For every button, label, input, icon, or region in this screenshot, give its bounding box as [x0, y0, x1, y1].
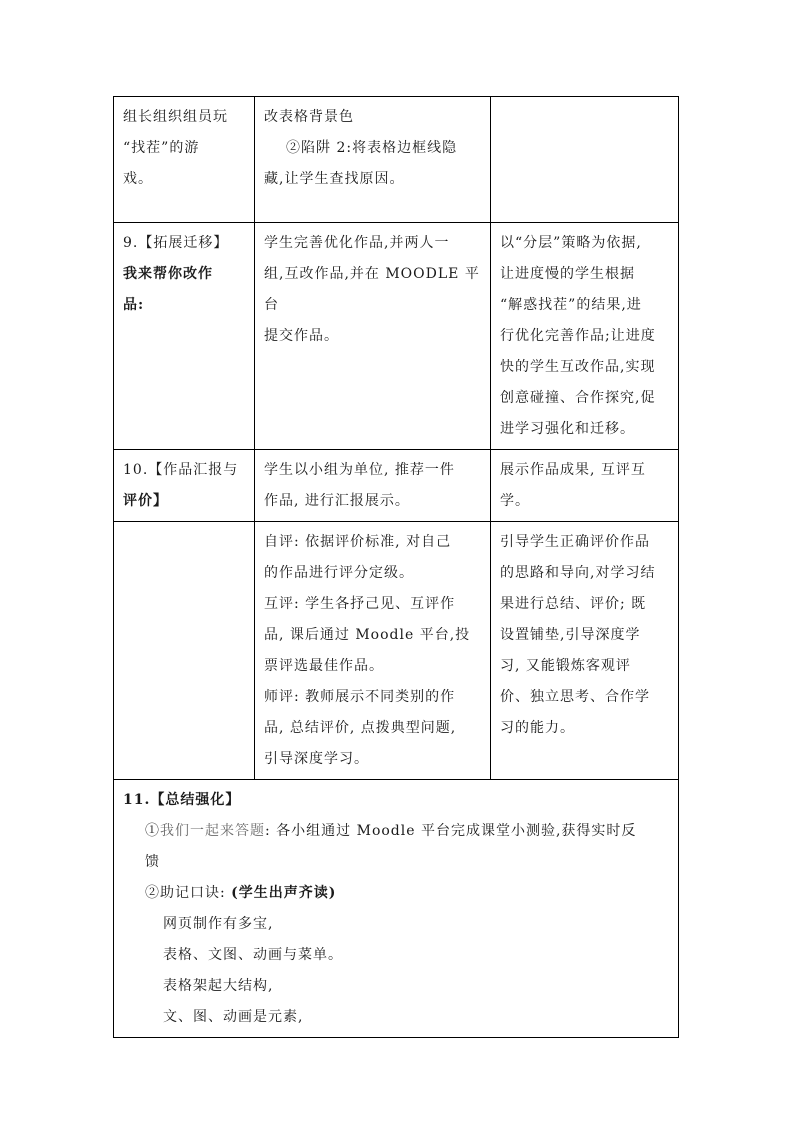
item-text: : 各小组通过 Moodle 平台完成课堂小测验,获得实时反 — [265, 823, 637, 839]
cell-line: 进学习强化和迁移。 — [500, 421, 635, 437]
cell-line: 品, 课后通过 Moodle 平台,投 — [264, 627, 471, 643]
cell-line: 的作品进行评分定级。 — [264, 565, 414, 581]
cell-line: “解惑找茬”的结果,进 — [500, 297, 642, 313]
cell-line: 票评选最佳作品。 — [264, 658, 384, 674]
cell-line: 的思路和导向,对学习结 — [500, 565, 656, 581]
cell-line: 价、独立思考、合作学 — [500, 689, 650, 705]
cell-line: 提交作品。 — [264, 328, 339, 344]
cell-line: 行优化完善作品;让进度 — [500, 328, 656, 344]
cell-line: 果进行总结、评价; 既 — [500, 596, 647, 612]
intent-cell — [491, 450, 679, 522]
item-label: ②助记口诀: — [145, 885, 232, 901]
table-row — [114, 223, 679, 450]
step-title: 9.【拓展迁移】 — [123, 235, 229, 251]
summary-item-2 — [123, 878, 671, 909]
cell-line: 作品, 进行汇报展示。 — [264, 493, 410, 509]
item-highlight: 我们一起来答题 — [160, 823, 265, 839]
intent-cell — [491, 223, 679, 450]
activity-cell — [255, 450, 491, 522]
cell-line: 师评: 教师展示不同类别的作 — [264, 689, 456, 705]
cell-line: “找茬”的游 — [123, 140, 200, 156]
intent-cell — [491, 97, 679, 223]
cell-line: 自评: 依据评价标准, 对自己 — [264, 534, 452, 550]
verse-line: 文、图、动画是元素, — [163, 1009, 304, 1025]
cell-line: 快的学生互改作品,实现 — [500, 359, 656, 375]
step-title: 10.【作品汇报与 — [123, 462, 239, 478]
step-subtitle: 品: — [123, 297, 145, 313]
cell-line: 展示作品成果, 互评互 — [500, 462, 646, 478]
step-cell — [114, 522, 255, 780]
cell-line: 设置铺垫,引导深度学 — [500, 627, 641, 643]
summary-heading — [123, 785, 671, 816]
cell-line: 组,互改作品,并在 MOODLE 平台 — [264, 266, 480, 313]
activity-cell — [255, 522, 491, 780]
item-note: (学生出声齐读) — [231, 885, 337, 901]
cell-line: 让进度慢的学生根据 — [500, 266, 635, 282]
cell-line: 学。 — [500, 493, 530, 509]
cell-line: 组长组织组员玩 — [123, 109, 228, 125]
step-cell — [114, 450, 255, 522]
cell-line: 以“分层”策略为依据, — [500, 235, 642, 251]
table-row — [114, 780, 679, 1038]
verse-line: 表格、文图、动画与菜单。 — [163, 947, 343, 963]
table-row — [114, 450, 679, 522]
table-row — [114, 97, 679, 223]
item-marker: ① — [145, 823, 160, 839]
step-cell — [114, 223, 255, 450]
cell-line: 习, 又能锻炼客观评 — [500, 658, 631, 674]
summary-number: 11.【总结强化】 — [123, 792, 241, 808]
verse-line: 网页制作有多宝, — [163, 916, 274, 932]
cell-line: 互评: 学生各抒己见、互评作 — [264, 596, 456, 612]
activity-cell — [255, 223, 491, 450]
step-cell — [114, 97, 255, 223]
cell-line: 品, 总结评价, 点拨典型问题, — [264, 720, 457, 736]
summary-item-1 — [123, 816, 671, 847]
intent-cell — [491, 522, 679, 780]
cell-line: ②陷阱 2:将表格边框线隐 — [286, 140, 458, 156]
cell-line: 创意碰撞、合作探究,促 — [500, 390, 656, 406]
step-subtitle: 我来帮你改作 — [123, 266, 213, 282]
verse-line: 表格架起大结构, — [163, 978, 274, 994]
cell-line: 学生以小组为单位, 推荐一件 — [264, 462, 455, 478]
summary-item-1-cont: 馈 — [145, 854, 160, 870]
activity-cell — [255, 97, 491, 223]
cell-line: 习的能力。 — [500, 720, 575, 736]
cell-line: 学生完善优化作品,并两人一 — [264, 235, 450, 251]
cell-line: 引导深度学习。 — [264, 751, 369, 767]
cell-line: 戏。 — [123, 171, 153, 187]
summary-cell — [114, 780, 679, 1038]
cell-line: 藏,让学生查找原因。 — [264, 171, 405, 187]
cell-line: 改表格背景色 — [264, 109, 354, 125]
table-row — [114, 522, 679, 780]
step-subtitle: 评价】 — [123, 493, 168, 509]
lesson-plan-table — [113, 96, 679, 1038]
cell-line: 引导学生正确评价作品 — [500, 534, 650, 550]
